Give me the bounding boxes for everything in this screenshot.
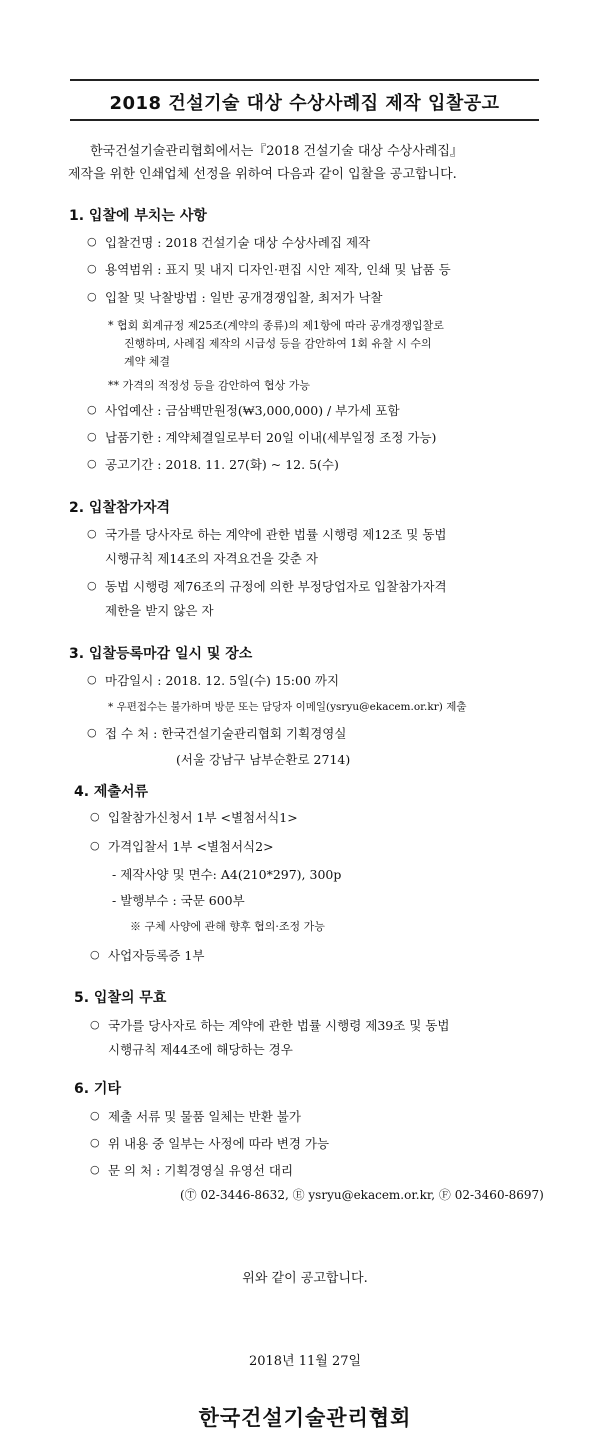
- section-6-heading: 6. 기타: [74, 1081, 121, 1097]
- s6-item-return: 제출 서류 및 물품 일체는 반환 불가: [108, 1109, 301, 1124]
- s6-item-contact: 문 의 처 : 기획경영실 유영선 대리: [108, 1163, 294, 1178]
- s2-item-1a: 국가를 당사자로 하는 계약에 관한 법률 시행령 제12조 및 동법: [105, 527, 447, 542]
- organization-name: 한국건설기술관리협회: [198, 1406, 412, 1430]
- bullet-icon: ○: [90, 1109, 100, 1122]
- s6-contact-details: (Ⓣ 02-3446-8632, Ⓔ ysryu@ekacem.or.kr, Ⓕ 02-3460-8697): [180, 1188, 544, 1202]
- s2-item-2b: 제한을 받지 않은 자: [105, 603, 214, 618]
- s2-item-1b: 시행규칙 제14조의 자격요건을 갖춘 자: [105, 551, 318, 566]
- bullet-icon: ○: [90, 1163, 100, 1176]
- closing-text: 위와 같이 공고합니다.: [242, 1271, 368, 1286]
- s3-note-1: * 우편접수는 불가하며 방문 또는 담당자 이메일(ysryu@ekacem.or.kr) 제출: [108, 701, 467, 713]
- bullet-icon: ○: [90, 948, 100, 961]
- s1-item-deadline: 납품기한 : 계약체결일로부터 20일 이내(세부일정 조정 가능): [105, 430, 437, 445]
- s1-note-1c: 계약 체결: [124, 355, 171, 368]
- bullet-icon: ○: [87, 430, 97, 443]
- bullet-icon: ○: [90, 839, 100, 852]
- s5-item-1a: 국가를 당사자로 하는 계약에 관한 법률 시행령 제39조 및 동법: [108, 1018, 450, 1033]
- bullet-icon: ○: [90, 1018, 100, 1031]
- bullet-icon: ○: [87, 673, 97, 686]
- s1-item-scope: 용역범위 : 표지 및 내지 디자인·편집 시안 제작, 인쇄 및 납품 등: [105, 262, 451, 277]
- s1-item-method: 입찰 및 낙찰방법 : 일반 공개경쟁입찰, 최저가 낙찰: [105, 290, 383, 305]
- s4-item-price: 가격입찰서 1부 <별첨서식2>: [108, 839, 274, 854]
- s4-item-registration: 사업자등록증 1부: [108, 948, 205, 963]
- page-title: 2018 건설기술 대상 수상사례집 제작 입찰공고: [109, 93, 500, 114]
- bullet-icon: ○: [90, 810, 100, 823]
- bullet-icon: ○: [87, 403, 97, 416]
- s5-item-1b: 시행규칙 제44조에 해당하는 경우: [108, 1042, 293, 1057]
- notice-date: 2018년 11월 27일: [248, 1354, 362, 1369]
- bullet-icon: ○: [87, 457, 97, 470]
- s6-item-change: 위 내용 중 일부는 사정에 따라 변경 가능: [108, 1136, 330, 1151]
- bullet-icon: ○: [87, 527, 97, 540]
- s3-item-deadline: 마감일시 : 2018. 12. 5일(수) 15:00 까지: [105, 673, 340, 688]
- section-4-heading: 4. 제출서류: [74, 784, 149, 800]
- s2-item-2a: 동법 시행령 제76조의 규정에 의한 부정당업자로 입찰참가자격: [105, 579, 447, 594]
- s1-note-2: ** 가격의 적정성 등을 감안하여 협상 가능: [108, 379, 310, 392]
- section-3-heading: 3. 입찰등록마감 일시 및 장소: [69, 646, 253, 662]
- intro-line-1: 한국건설기술관리협회에서는『2018 건설기술 대상 수상사례집』: [90, 144, 463, 159]
- title-box: [70, 79, 539, 121]
- s1-item-period: 공고기간 : 2018. 11. 27(화) ~ 12. 5(수): [105, 457, 339, 472]
- s4-detail-spec: - 제작사양 및 면수: A4(210*297), 300p: [112, 867, 342, 882]
- s4-item-application: 입찰참가신청서 1부 <별첨서식1>: [108, 810, 298, 825]
- bullet-icon: ○: [87, 579, 97, 592]
- bullet-icon: ○: [87, 290, 97, 303]
- s1-note-1a: * 협회 회계규정 제25조(계약의 종류)의 제1항에 따라 공개경쟁입찰로: [108, 319, 444, 332]
- s1-item-name: 입찰건명 : 2018 건설기술 대상 수상사례집 제작: [105, 235, 371, 250]
- bullet-icon: ○: [87, 726, 97, 739]
- bullet-icon: ○: [87, 262, 97, 275]
- s1-item-budget: 사업예산 : 금삼백만원정(₩3,000,000) / 부가세 포함: [105, 403, 400, 418]
- intro-line-2: 제작을 위한 인쇄업체 선정을 위하여 다음과 같이 입찰을 공고합니다.: [68, 167, 457, 182]
- s3-item-place: 접 수 처 : 한국건설기술관리협회 기획경영실: [105, 726, 347, 741]
- section-5-heading: 5. 입찰의 무효: [74, 990, 167, 1006]
- section-1-heading: 1. 입찰에 부치는 사항: [69, 208, 207, 224]
- s4-note-1: ※ 구체 사양에 관해 향후 협의·조정 가능: [130, 920, 325, 933]
- bullet-icon: ○: [87, 235, 97, 248]
- s1-note-1b: 진행하며, 사례집 제작의 시급성 등을 감안하여 1회 유찰 시 수의: [124, 337, 432, 350]
- s4-detail-copies: - 발행부수 : 국문 600부: [112, 893, 245, 908]
- s3-item-address: (서울 강남구 남부순환로 2714): [176, 752, 351, 767]
- bullet-icon: ○: [90, 1136, 100, 1149]
- section-2-heading: 2. 입찰참가자격: [69, 500, 171, 516]
